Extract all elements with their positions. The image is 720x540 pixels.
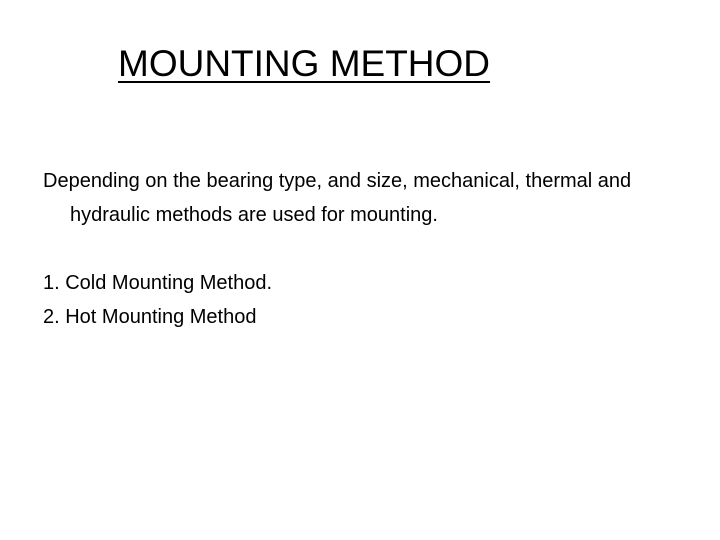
intro-paragraph: Depending on the bearing type, and size, mechanical, thermal and hydraulic methods are used for mounting. xyxy=(43,170,632,226)
slide-title: MOUNTING METHOD xyxy=(118,43,491,84)
method-list xyxy=(43,266,683,334)
method-item-cold: 1. Cold Mounting Method. xyxy=(43,272,273,294)
slide-body xyxy=(43,164,683,334)
method-item-hot: 2. Hot Mounting Method xyxy=(43,306,257,328)
